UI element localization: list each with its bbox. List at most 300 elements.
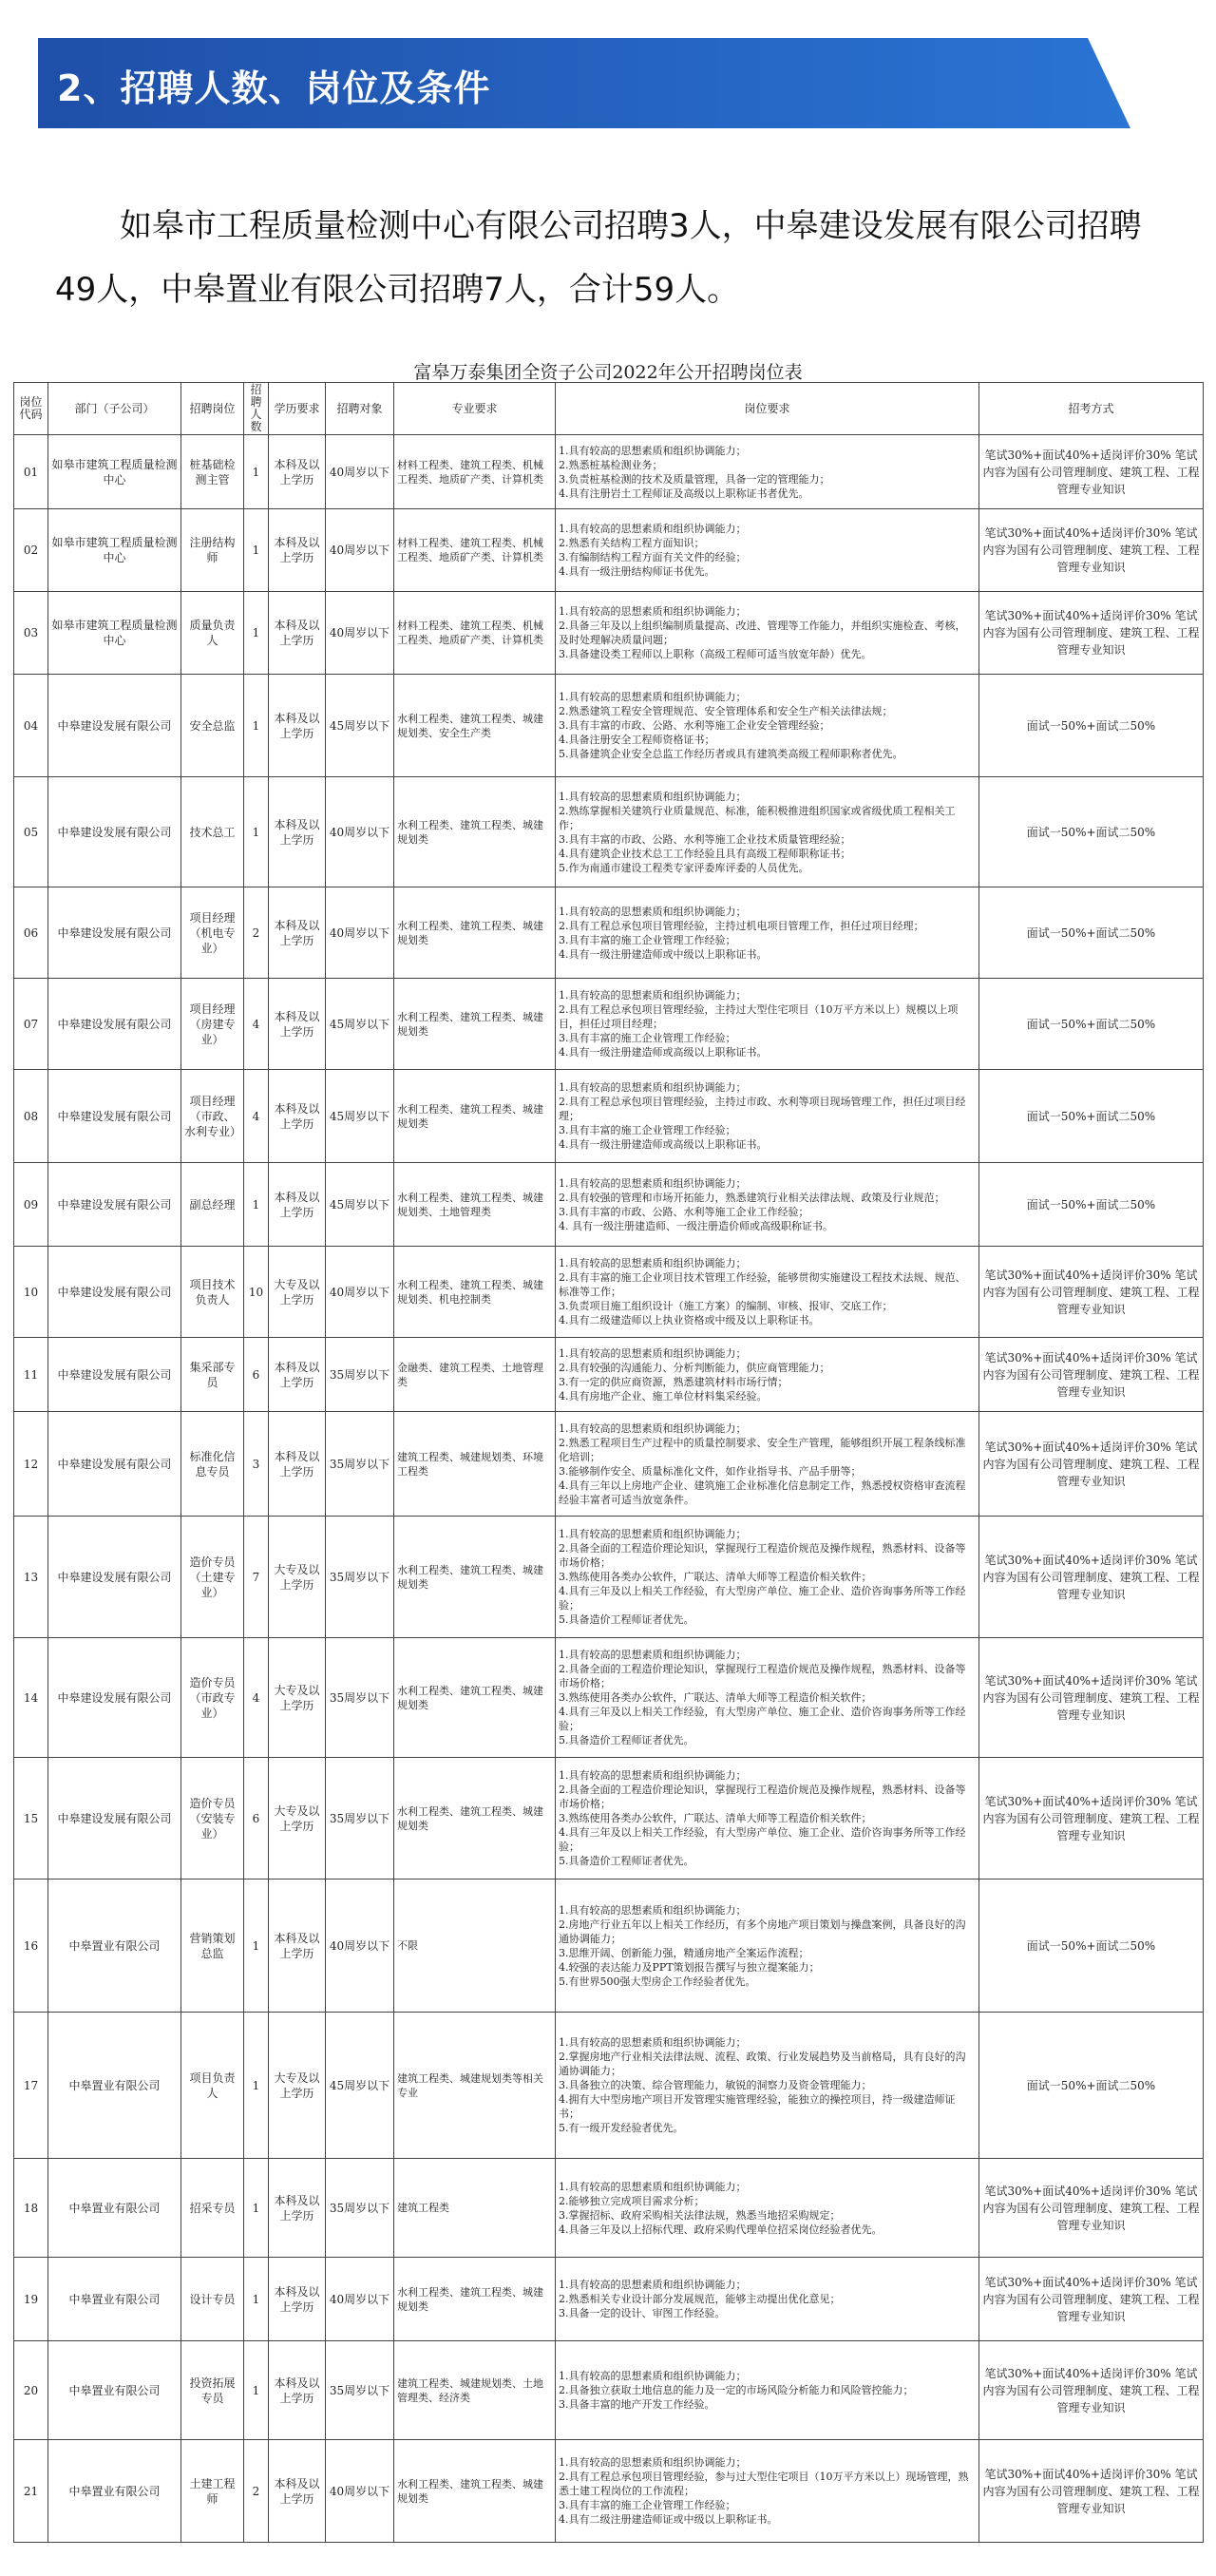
section-title: 2、招聘人数、岗位及条件 [57,67,491,109]
requirement-line: 1.具有较高的思想素质和组织协调能力； [559,989,747,1002]
row-edu: 本科及以上学历 [269,777,326,887]
requirement-line: 2.掌握房地产行业相关法律法规、流程、政策、行业发展趋势及当前格局，具有良好的沟通协调能力； [559,2051,966,2077]
row-post: 项目技术负责人 [181,1247,244,1338]
row-major: 水利工程类、建筑工程类、城建规划类 [394,777,556,887]
row-code: 05 [14,777,48,887]
row-code: 20 [14,2341,48,2440]
table-row [14,1758,1204,1880]
row-edu: 本科及以上学历 [269,1163,326,1247]
row-major: 水利工程类、建筑工程类、城建规划类、安全生产类 [394,675,556,777]
requirement-line: 1.具有较高的思想素质和组织协调能力； [559,1422,747,1435]
requirement-line: 4.具有一级注册建造师或高级以上职称证书。 [559,1046,768,1059]
table-row [14,675,1204,777]
row-requirements [556,1517,979,1638]
requirement-line: 1.具有较高的思想素质和组织协调能力； [559,444,747,457]
row-requirements [556,1338,979,1412]
table-row [14,777,1204,887]
row-code: 21 [14,2440,48,2543]
row-code: 18 [14,2159,48,2258]
row-dept: 中皋建设发展有限公司 [48,1638,181,1758]
row-edu: 本科及以上学历 [269,1338,326,1412]
row-major: 水利工程类、建筑工程类、城建规划类 [394,979,556,1070]
row-edu: 本科及以上学历 [269,592,326,675]
requirement-line: 2.熟练掌握相关建筑行业质量规范、标准，能积极推进组织国家或省级优质工程相关工作； [559,804,956,831]
row-code: 02 [14,509,48,592]
row-method: 面试一50%+面试二50% [979,887,1204,979]
requirement-line: 3.具备独立的决策、综合管理能力，敏锐的洞察力及资金管理能力； [559,2079,872,2091]
row-count: 1 [244,435,269,509]
row-count: 1 [244,1880,269,2013]
row-count: 6 [244,1338,269,1412]
requirement-line: 2.具有工程总承包项目管理经验，主持过机电项目管理工作，担任过项目经理； [559,919,924,932]
table-row [14,1517,1204,1638]
row-major: 不限 [394,1880,556,2013]
row-target: 35周岁以下 [326,1758,394,1880]
row-target: 40周岁以下 [326,592,394,675]
row-code: 06 [14,887,48,979]
requirement-line: 1.具有较高的思想素质和组织协调能力； [559,2370,747,2382]
requirement-line: 4.具有三年及以上相关工作经验，有大型房产单位、施工企业、造价咨询事务所等工作经验； [559,1826,966,1853]
row-count: 10 [244,1247,269,1338]
requirement-line: 4.拥有大中型房地产项目开发管理实施管理经验，能独立的操控项目，持一级建造师证书； [559,2093,956,2120]
row-requirements [556,2341,979,2440]
row-edu: 本科及以上学历 [269,2440,326,2543]
row-count: 1 [244,777,269,887]
row-count: 1 [244,2258,269,2341]
row-count: 2 [244,2440,269,2543]
row-major: 建筑工程类、城建规划类等相关专业 [394,2013,556,2159]
row-major: 水利工程类、建筑工程类、城建规划类 [394,1758,556,1880]
table-row [14,887,1204,979]
row-requirements [556,1163,979,1247]
row-dept: 中皋建设发展有限公司 [48,1163,181,1247]
row-code: 17 [14,2013,48,2159]
requirement-line: 2.具有丰富的施工企业项目技术管理工作经验，能够贯彻实施建设工程技术法规、规范、标准等工作； [559,1271,966,1298]
row-post: 桩基础检测主管 [181,435,244,509]
requirement-line: 2.具备独立获取土地信息的能力及一定的市场风险分析能力和风险管控能力； [559,2384,914,2396]
row-edu: 本科及以上学历 [269,435,326,509]
table-row [14,1880,1204,2013]
row-target: 40周岁以下 [326,1880,394,2013]
row-dept: 中皋置业有限公司 [48,2159,181,2258]
row-target: 40周岁以下 [326,777,394,887]
table-row [14,1412,1204,1517]
row-method: 笔试30%+面试40%+适岗评价30% 笔试内容为国有公司管理制度、建筑工程、工程管理专业知识 [979,1247,1204,1338]
row-method: 笔试30%+面试40%+适岗评价30% 笔试内容为国有公司管理制度、建筑工程、工程管理专业知识 [979,1517,1204,1638]
requirement-line: 1.具有较高的思想素质和组织协调能力； [559,905,747,918]
row-count: 1 [244,2341,269,2440]
row-count: 2 [244,887,269,979]
row-post: 项目经理（房建专业） [181,979,244,1070]
row-method: 面试一50%+面试二50% [979,979,1204,1070]
header-code: 岗位代码 [14,383,48,435]
requirement-line: 3.具备建设类工程师以上职称（高级工程师可适当放宽年龄）优先。 [559,648,872,660]
header-count: 招聘人数 [244,383,269,435]
table-row [14,2013,1204,2159]
requirement-line: 3.熟练使用各类办公软件，广联达、清单大师等工程造价相关软件； [559,1691,872,1704]
row-dept: 中皋建设发展有限公司 [48,1338,181,1412]
row-method: 笔试30%+面试40%+适岗评价30% 笔试内容为国有公司管理制度、建筑工程、工程管理专业知识 [979,2159,1204,2258]
row-major: 材料工程类、建筑工程类、机械工程类、地质矿产类、计算机类 [394,592,556,675]
table-row [14,435,1204,509]
requirement-line: 2.熟悉工程项目生产过程中的质量控制要求、安全生产管理，能够组织开展工程条线标准化培训； [559,1436,966,1463]
row-major: 金融类、建筑工程类、土地管理类 [394,1338,556,1412]
requirement-line: 3.具有丰富的施工企业管理工作经验； [559,2499,736,2511]
row-post: 招采专员 [181,2159,244,2258]
row-requirements [556,1880,979,2013]
row-edu: 大专及以上学历 [269,1758,326,1880]
table-row [14,2440,1204,2543]
row-code: 03 [14,592,48,675]
requirement-line: 2.具有工程总承包项目管理经验，主持过市政、水利等项目现场管理工作，担任过项目经理； [559,1096,966,1122]
requirement-line: 2.具备全面的工程造价理论知识，掌握现行工程造价规范及操作规程，熟悉材料、设备等市场价格； [559,1663,966,1689]
row-code: 13 [14,1517,48,1638]
row-major: 材料工程类、建筑工程类、机械工程类、地质矿产类、计算机类 [394,435,556,509]
row-target: 45周岁以下 [326,979,394,1070]
row-post: 技术总工 [181,777,244,887]
row-requirements [556,1070,979,1163]
row-code: 11 [14,1338,48,1412]
row-edu: 本科及以上学历 [269,979,326,1070]
requirement-line: 1.具有较高的思想素质和组织协调能力； [559,1769,747,1782]
row-post: 集采部专员 [181,1338,244,1412]
requirement-line: 2.具备三年及以上组织编制质量提高、改进、管理等工作能力，并组织实施检查、考核，及时处理解决质量问题； [559,620,966,646]
row-target: 40周岁以下 [326,509,394,592]
row-code: 09 [14,1163,48,1247]
requirement-line: 1.具有较高的思想素质和组织协调能力； [559,2180,747,2193]
row-code: 10 [14,1247,48,1338]
requirement-line: 3.具有丰富的市政、公路、水利等施工企业工作经验； [559,1205,809,1218]
requirement-line: 2.具有工程总承包项目管理经验，主持过大型住宅项目（10万平方米以上）规模以上项目，担任过项目经理； [559,1003,959,1030]
requirement-line: 1.具有较高的思想素质和组织协调能力； [559,1081,747,1094]
header-target: 招聘对象 [326,383,394,435]
intro-paragraph: 如皋市工程质量检测中心有限公司招聘3人，中皋建设发展有限公司招聘49人，中皋置业有限公司招聘7人，合计59人。 [55,207,1142,309]
header-edu: 学历要求 [269,383,326,435]
row-count: 1 [244,675,269,777]
row-method: 笔试30%+面试40%+适岗评价30% 笔试内容为国有公司管理制度、建筑工程、工程管理专业知识 [979,2341,1204,2440]
requirement-line: 1.具有较高的思想素质和组织协调能力； [559,1649,747,1661]
requirement-line: 4. 具有一级注册建造师、一级注册造价师或高级职称证书。 [559,1219,833,1232]
requirement-line: 1.具有较高的思想素质和组织协调能力； [559,523,747,535]
row-target: 40周岁以下 [326,887,394,979]
row-requirements [556,675,979,777]
table-row [14,2159,1204,2258]
requirement-line: 3.有一定的供应商资源，熟悉建筑材料市场行情； [559,1375,788,1388]
row-post: 标准化信息专员 [181,1412,244,1517]
row-dept: 如皋市建筑工程质量检测中心 [48,509,181,592]
table-header-row [14,383,1204,435]
positions-table [13,382,1204,2543]
row-method: 面试一50%+面试二50% [979,675,1204,777]
row-major: 材料工程类、建筑工程类、机械工程类、地质矿产类、计算机类 [394,509,556,592]
row-code: 07 [14,979,48,1070]
row-count: 4 [244,1638,269,1758]
requirement-line: 2.熟悉桩基检测业务； [559,458,663,471]
requirement-line: 3.具备一定的设计、审图工作经验。 [559,2307,726,2319]
row-code: 16 [14,1880,48,2013]
requirement-line: 3.掌握招标、政府采购相关法律法规，熟悉当地招采购规定； [559,2208,841,2222]
requirement-line: 2.具有较强的沟通能力、分析判断能力，供应商管理能力； [559,1361,830,1374]
requirement-line: 5.具备造价工程师证者优先。 [559,1734,694,1746]
row-target: 45周岁以下 [326,2013,394,2159]
row-code: 12 [14,1412,48,1517]
row-target: 45周岁以下 [326,675,394,777]
row-count: 1 [244,509,269,592]
row-method: 笔试30%+面试40%+适岗评价30% 笔试内容为国有公司管理制度、建筑工程、工程管理专业知识 [979,1758,1204,1880]
requirement-line: 1.具有较高的思想素质和组织协调能力； [559,2456,747,2469]
row-edu: 本科及以上学历 [269,2159,326,2258]
row-edu: 大专及以上学历 [269,2013,326,2159]
row-method: 面试一50%+面试二50% [979,1070,1204,1163]
row-major: 水利工程类、建筑工程类、城建规划类 [394,2258,556,2341]
row-dept: 中皋建设发展有限公司 [48,1758,181,1880]
requirement-line: 3.具有丰富的施工企业管理工作经验； [559,933,736,946]
requirement-line: 4.具有二级注册建造师证或中级以上职称证书。 [559,2513,778,2526]
row-requirements [556,2159,979,2258]
header-method: 招考方式 [979,383,1204,435]
row-post: 注册结构师 [181,509,244,592]
requirement-line: 5.具备造价工程师证者优先。 [559,1855,694,1867]
row-edu: 大专及以上学历 [269,1247,326,1338]
row-target: 40周岁以下 [326,2440,394,2543]
table-row [14,592,1204,675]
requirement-line: 4.具有三年及以上相关工作经验，有大型房产单位、施工企业、造价咨询事务所等工作经验； [559,1706,966,1732]
row-method: 笔试30%+面试40%+适岗评价30% 笔试内容为国有公司管理制度、建筑工程、工程管理专业知识 [979,1338,1204,1412]
row-count: 4 [244,1070,269,1163]
row-post: 质量负责人 [181,592,244,675]
requirement-line: 3.具有丰富的施工企业管理工作经验； [559,1124,736,1136]
table-row [14,979,1204,1070]
row-code: 08 [14,1070,48,1163]
row-edu: 大专及以上学历 [269,1517,326,1638]
table-caption: 富皋万泰集团全资子公司2022年公开招聘岗位表 [413,362,803,383]
requirement-line: 3.具备丰富的地产开发工作经验。 [559,2398,715,2411]
requirement-line: 4.较强的表达能力及PPT策划报告撰写与独立提案能力； [559,1960,820,1974]
row-post: 投资拓展专员 [181,2341,244,2440]
row-target: 35周岁以下 [326,2341,394,2440]
requirement-line: 4.具有三年及以上相关工作经验，有大型房产单位、施工企业、造价咨询事务所等工作经验； [559,1585,966,1612]
row-major: 水利工程类、建筑工程类、城建规划类 [394,1070,556,1163]
row-major: 水利工程类、建筑工程类、城建规划类 [394,1638,556,1758]
requirement-line: 3.具有丰富的市政、公路、水利等施工企业安全管理经验； [559,719,830,732]
requirement-line: 3.具有丰富的施工企业管理工作经验； [559,1032,736,1044]
row-count: 4 [244,979,269,1070]
requirement-line: 4.具有二级建造师以上执业资格或中级及以上职称证书。 [559,1314,820,1326]
row-count: 3 [244,1412,269,1517]
requirement-line: 2.熟悉建筑工程安全管理规范、安全管理体系和安全生产相关法律法规； [559,705,893,717]
row-method: 笔试30%+面试40%+适岗评价30% 笔试内容为国有公司管理制度、建筑工程、工程管理专业知识 [979,509,1204,592]
row-method: 笔试30%+面试40%+适岗评价30% 笔试内容为国有公司管理制度、建筑工程、工程管理专业知识 [979,2440,1204,2543]
row-major: 水利工程类、建筑工程类、城建规划类 [394,2440,556,2543]
requirement-line: 4.具有一级注册建造师或中级以上职称证书。 [559,947,768,961]
row-method: 笔试30%+面试40%+适岗评价30% 笔试内容为国有公司管理制度、建筑工程、工程管理专业知识 [979,1412,1204,1517]
requirement-line: 4.具有建筑企业技术总工工作经验且具有高级工程师职称证书； [559,847,851,860]
row-count: 1 [244,2013,269,2159]
table-row [14,2258,1204,2341]
row-edu: 本科及以上学历 [269,887,326,979]
requirement-line: 2.熟悉相关专业设计部分发展规范，能够主动提出优化意见； [559,2293,841,2305]
row-dept: 如皋市建筑工程质量检测中心 [48,592,181,675]
table-row [14,1638,1204,1758]
requirement-line: 5.具备建筑企业安全总监工作经历者或具有建筑类高级工程师职称者优先。 [559,748,903,760]
row-requirements [556,509,979,592]
row-post: 造价专员（土建专业） [181,1517,244,1638]
row-post: 造价专员（安装专业） [181,1758,244,1880]
row-major: 水利工程类、建筑工程类、城建规划类 [394,887,556,979]
requirement-line: 3.熟练使用各类办公软件，广联达、清单大师等工程造价相关软件； [559,1571,872,1583]
requirement-line: 4.具有一级注册结构师证书优先。 [559,565,715,578]
row-requirements [556,979,979,1070]
row-method: 面试一50%+面试二50% [979,1163,1204,1247]
header-dept: 部门（子公司） [48,383,181,435]
row-requirements [556,435,979,509]
requirement-line: 3.能够制作安全、质量标准化文件，如作业指导书、产品手册等； [559,1464,862,1478]
row-edu: 本科及以上学历 [269,675,326,777]
row-method: 面试一50%+面试二50% [979,1880,1204,2013]
row-target: 35周岁以下 [326,1638,394,1758]
requirement-line: 3.熟练使用各类办公软件，广联达、清单大师等工程造价相关软件； [559,1812,872,1824]
row-edu: 本科及以上学历 [269,2341,326,2440]
requirement-line: 4.具有房地产企业、施工单位材料集采经验。 [559,1389,768,1402]
row-target: 40周岁以下 [326,435,394,509]
requirement-line: 3.负责项目施工组织设计（施工方案）的编制、审核、报审、交底工作； [559,1300,893,1312]
row-dept: 中皋建设发展有限公司 [48,1247,181,1338]
row-edu: 本科及以上学历 [269,2258,326,2341]
row-code: 01 [14,435,48,509]
requirement-line: 1.具有较高的思想素质和组织协调能力； [559,1903,747,1917]
header-req: 岗位要求 [556,383,979,435]
requirement-line: 1.具有较高的思想素质和组织协调能力； [559,605,747,618]
row-major: 水利工程类、建筑工程类、城建规划类 [394,1517,556,1638]
row-dept: 中皋置业有限公司 [48,2341,181,2440]
requirement-line: 1.具有较高的思想素质和组织协调能力； [559,691,747,703]
requirement-line: 5.有世界500强大型房企工作经验者优先。 [559,1975,756,1988]
row-dept: 中皋建设发展有限公司 [48,675,181,777]
requirement-line: 4.具有注册岩土工程师证及高级以上职称证书者优先。 [559,487,809,500]
requirement-line: 2.具有较强的管理和市场开拓能力，熟悉建筑行业相关法律法规、政策及行业规范； [559,1191,945,1204]
row-method: 笔试30%+面试40%+适岗评价30% 笔试内容为国有公司管理制度、建筑工程、工程管理专业知识 [979,1638,1204,1758]
row-target: 35周岁以下 [326,1338,394,1412]
row-target: 40周岁以下 [326,1247,394,1338]
row-requirements [556,777,979,887]
row-code: 15 [14,1758,48,1880]
row-requirements [556,887,979,979]
requirement-line: 1.具有较高的思想素质和组织协调能力； [559,1528,747,1540]
section-banner [38,38,1130,128]
row-method: 笔试30%+面试40%+适岗评价30% 笔试内容为国有公司管理制度、建筑工程、工程管理专业知识 [979,2258,1204,2341]
row-dept: 中皋建设发展有限公司 [48,1517,181,1638]
row-code: 04 [14,675,48,777]
requirement-line: 2.能够独立完成项目需求分析； [559,2194,705,2207]
requirement-line: 2.熟悉有关结构工程方面知识； [559,537,705,549]
row-count: 6 [244,1758,269,1880]
row-method: 面试一50%+面试二50% [979,777,1204,887]
requirement-line: 2.具备全面的工程造价理论知识，掌握现行工程造价规范及操作规程，熟悉材料、设备等市场价格； [559,1542,966,1569]
row-code: 19 [14,2258,48,2341]
row-edu: 本科及以上学历 [269,1880,326,2013]
table-row [14,509,1204,592]
row-code: 14 [14,1638,48,1758]
row-dept: 中皋建设发展有限公司 [48,979,181,1070]
row-major: 水利工程类、建筑工程类、城建规划类、机电控制类 [394,1247,556,1338]
row-dept: 中皋置业有限公司 [48,1880,181,2013]
row-dept: 中皋建设发展有限公司 [48,1070,181,1163]
requirement-line: 3.负责桩基检测的技术及质量管理，具备一定的管理能力； [559,472,830,486]
row-edu: 本科及以上学历 [269,1412,326,1517]
requirement-line: 1.具有较高的思想素质和组织协调能力； [559,2279,747,2291]
row-count: 1 [244,2159,269,2258]
row-dept: 如皋市建筑工程质量检测中心 [48,435,181,509]
requirement-line: 4.具备注册安全工程师资格证书； [559,734,715,746]
requirement-line: 2.房地产行业五年以上相关工作经历，有多个房地产项目策划与操盘案例，具备良好的沟通协调能力； [559,1918,966,1945]
requirement-line: 2.具备全面的工程造价理论知识，掌握现行工程造价规范及操作规程，熟悉材料、设备等市场价格； [559,1784,966,1810]
row-dept: 中皋建设发展有限公司 [48,1412,181,1517]
header-post: 招聘岗位 [181,383,244,435]
row-major: 建筑工程类、城建规划类、环境工程类 [394,1412,556,1517]
row-count: 1 [244,1163,269,1247]
row-count: 1 [244,592,269,675]
row-dept: 中皋置业有限公司 [48,2013,181,2159]
row-requirements [556,1638,979,1758]
requirement-line: 1.具有较高的思想素质和组织协调能力； [559,2036,747,2049]
requirement-line: 3.具有丰富的市政、公路、水利等施工企业技术质量管理经验； [559,832,851,846]
requirement-line: 4.具备三年及以上招标代理、政府采购代理单位招采岗位经验者优先。 [559,2223,883,2236]
row-dept: 中皋置业有限公司 [48,2440,181,2543]
requirement-line: 1.具有较高的思想素质和组织协调能力； [559,1257,747,1269]
row-requirements [556,2013,979,2159]
row-target: 35周岁以下 [326,2159,394,2258]
requirement-line: 3.思维开阔、创新能力强，精通房地产全案运作流程； [559,1946,809,1959]
row-requirements [556,2440,979,2543]
table-row [14,2341,1204,2440]
requirement-line: 1.具有较高的思想素质和组织协调能力； [559,1176,747,1190]
row-requirements [556,1412,979,1517]
requirement-line: 5.具备造价工程师证者优先。 [559,1613,694,1626]
requirement-line: 5.作为南通市建设工程类专家评委库评委的人员优先。 [559,861,809,874]
requirement-line: 1.具有较高的思想素质和组织协调能力； [559,790,747,803]
row-target: 45周岁以下 [326,1070,394,1163]
row-target: 35周岁以下 [326,1412,394,1517]
row-method: 笔试30%+面试40%+适岗评价30% 笔试内容为国有公司管理制度、建筑工程、工程管理专业知识 [979,592,1204,675]
requirement-line: 1.具有较高的思想素质和组织协调能力； [559,1346,747,1360]
row-post: 项目经理（机电专业） [181,887,244,979]
row-post: 营销策划总监 [181,1880,244,2013]
row-post: 造价专员（市政专业） [181,1638,244,1758]
row-target: 45周岁以下 [326,1163,394,1247]
requirement-line: 3.有编制结构工程方面有关文件的经验； [559,551,747,563]
requirement-line: 4.具有三年以上房地产企业、建筑施工企业标准化信息制定工作，熟悉授权资格审查流程经验丰富者可适当放宽条件。 [559,1479,966,1506]
row-dept: 中皋置业有限公司 [48,2258,181,2341]
table-row [14,1247,1204,1338]
table-row [14,1338,1204,1412]
row-post: 安全总监 [181,675,244,777]
row-dept: 中皋建设发展有限公司 [48,887,181,979]
row-major: 建筑工程类 [394,2159,556,2258]
row-post: 设计专员 [181,2258,244,2341]
requirement-line: 4.具有一级注册建造师或高级以上职称证书。 [559,1138,768,1151]
row-requirements [556,592,979,675]
table-row [14,1070,1204,1163]
row-method: 面试一50%+面试二50% [979,2013,1204,2159]
requirement-line: 2.具有工程总承包项目管理经验，参与过大型住宅项目（10万平方米以上）现场管理，熟悉土建工程岗位的工作流程； [559,2471,969,2497]
row-count: 7 [244,1517,269,1638]
row-target: 40周岁以下 [326,2258,394,2341]
row-post: 项目经理（市政、水利专业） [181,1070,244,1163]
row-requirements [556,1758,979,1880]
header-major: 专业要求 [394,383,556,435]
table-row [14,1163,1204,1247]
row-dept: 中皋建设发展有限公司 [48,777,181,887]
